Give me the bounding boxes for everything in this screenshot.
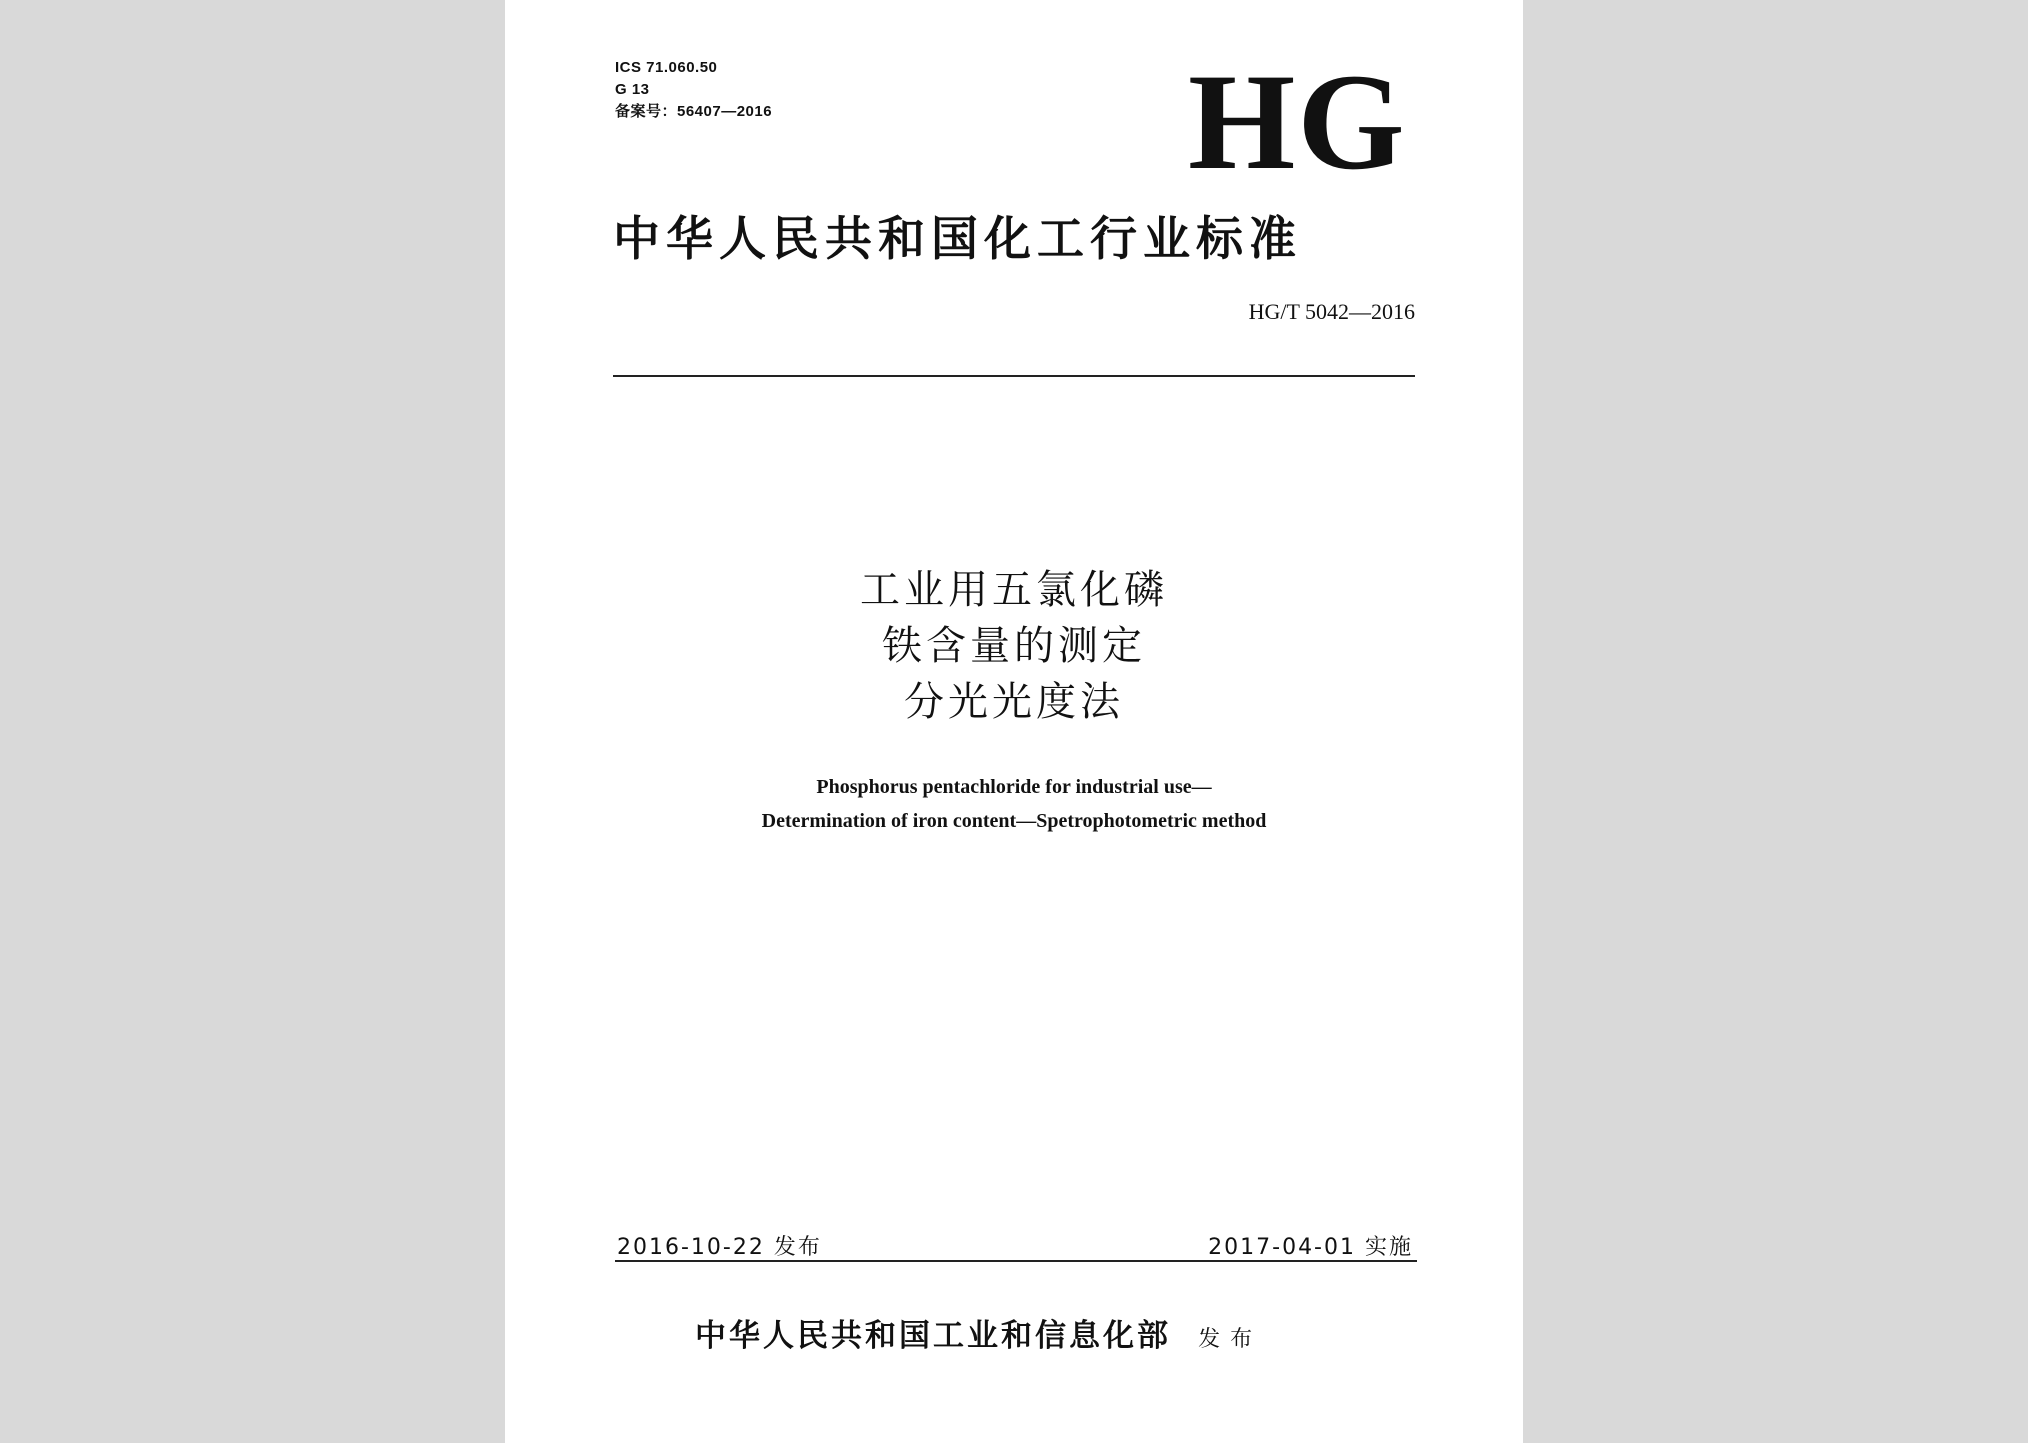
title-en-line-1: Phosphorus pentachloride for industrial use—: [816, 776, 1212, 798]
standard-category-heading: 中华人民共和国化工行业标准: [613, 212, 1302, 267]
title-zh-line-2: 铁含量的测定: [882, 623, 1146, 669]
ccs-code: G 13: [615, 81, 650, 98]
title-chinese: [505, 562, 1523, 730]
filing-number: 备案号：56407—2016: [615, 103, 773, 120]
publisher-suffix: 发布: [1198, 1327, 1263, 1352]
ics-code: ICS 71.060.50: [615, 59, 718, 76]
title-english: [505, 770, 1523, 838]
classification-block: [615, 57, 772, 123]
header-divider: [613, 375, 1415, 377]
title-en-line-2: Determination of iron content—Spetrophotometric method: [761, 810, 1267, 832]
publisher-name: 中华人民共和国工业和信息化部: [695, 1318, 1171, 1354]
document-page: [505, 0, 1523, 1443]
issue-date: 2016-10-22 发布: [617, 1235, 822, 1260]
implementation-date: 2017-04-01 实施: [1208, 1235, 1413, 1260]
title-zh-line-1: 工业用五氯化磷: [860, 567, 1168, 613]
publisher-line: [695, 1310, 1262, 1355]
hg-logo: HG: [1188, 45, 1407, 198]
standard-number: HG/T 5042—2016: [1248, 299, 1415, 324]
title-zh-line-3: 分光光度法: [904, 679, 1124, 725]
footer-divider: [615, 1260, 1417, 1262]
